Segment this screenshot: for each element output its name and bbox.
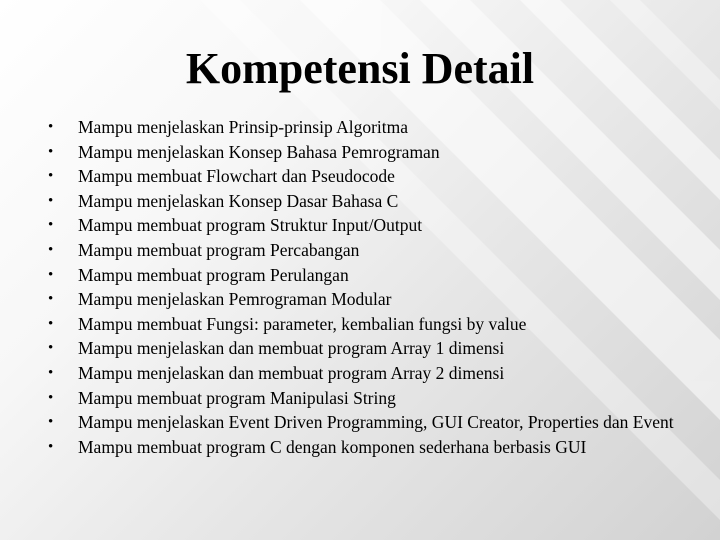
bullet-icon: • — [48, 192, 54, 209]
bullet-icon: • — [48, 414, 54, 431]
list-item — [48, 338, 698, 359]
bullet-icon: • — [48, 340, 54, 357]
bullet-list — [48, 119, 698, 463]
list-item — [48, 141, 698, 162]
list-item — [48, 313, 698, 334]
list-item — [48, 289, 698, 310]
bullet-icon: • — [48, 168, 54, 185]
list-item-text: Mampu menjelaskan dan membuat program Array 2 dimensi — [78, 362, 505, 383]
bullet-icon: • — [48, 315, 54, 332]
bullet-icon: • — [48, 291, 54, 308]
list-item-text: Mampu membuat Flowchart dan Pseudocode — [78, 166, 395, 187]
bullet-icon: • — [48, 241, 54, 258]
list-item-text: Mampu membuat program Percabangan — [78, 239, 360, 260]
list-item — [48, 166, 698, 187]
list-item-text: Mampu menjelaskan Konsep Dasar Bahasa C — [78, 190, 399, 211]
list-item — [48, 264, 698, 285]
bullet-icon: • — [48, 143, 54, 160]
list-item — [48, 362, 698, 383]
list-item-text: Mampu membuat Fungsi: parameter, kembalian fungsi by value — [78, 313, 527, 334]
bullet-icon: • — [48, 389, 54, 406]
bullet-icon: • — [48, 266, 54, 283]
list-item-text: Mampu membuat program C dengan komponen sederhana berbasis GUI — [78, 436, 587, 457]
list-item-text: Mampu menjelaskan Pemrograman Modular — [78, 289, 392, 310]
bullet-icon: • — [48, 438, 54, 455]
list-item-text: Mampu membuat program Manipulasi String — [78, 387, 396, 408]
list-item — [48, 436, 698, 457]
list-item-text: Mampu membuat program Perulangan — [78, 264, 349, 285]
list-item-text: Mampu membuat program Struktur Input/Output — [78, 215, 423, 236]
list-item — [48, 412, 698, 433]
list-item-text: Mampu menjelaskan Prinsip-prinsip Algoritma — [78, 117, 409, 137]
list-item-text: Mampu menjelaskan Event Driven Programming, GUI Creator, Properties dan Event — [78, 412, 674, 433]
slide-title: Kompetensi Detail — [185, 44, 535, 93]
list-item — [48, 239, 698, 260]
list-item — [48, 119, 698, 135]
list-item-text: Mampu menjelaskan dan membuat program Array 1 dimensi — [78, 338, 505, 359]
bullet-icon: • — [48, 119, 54, 135]
bullet-icon: • — [48, 217, 54, 234]
list-item — [48, 190, 698, 211]
list-item — [48, 387, 698, 408]
bullet-icon: • — [48, 364, 54, 381]
list-item-text: Mampu menjelaskan Konsep Bahasa Pemrograman — [78, 141, 440, 162]
list-item — [48, 215, 698, 236]
